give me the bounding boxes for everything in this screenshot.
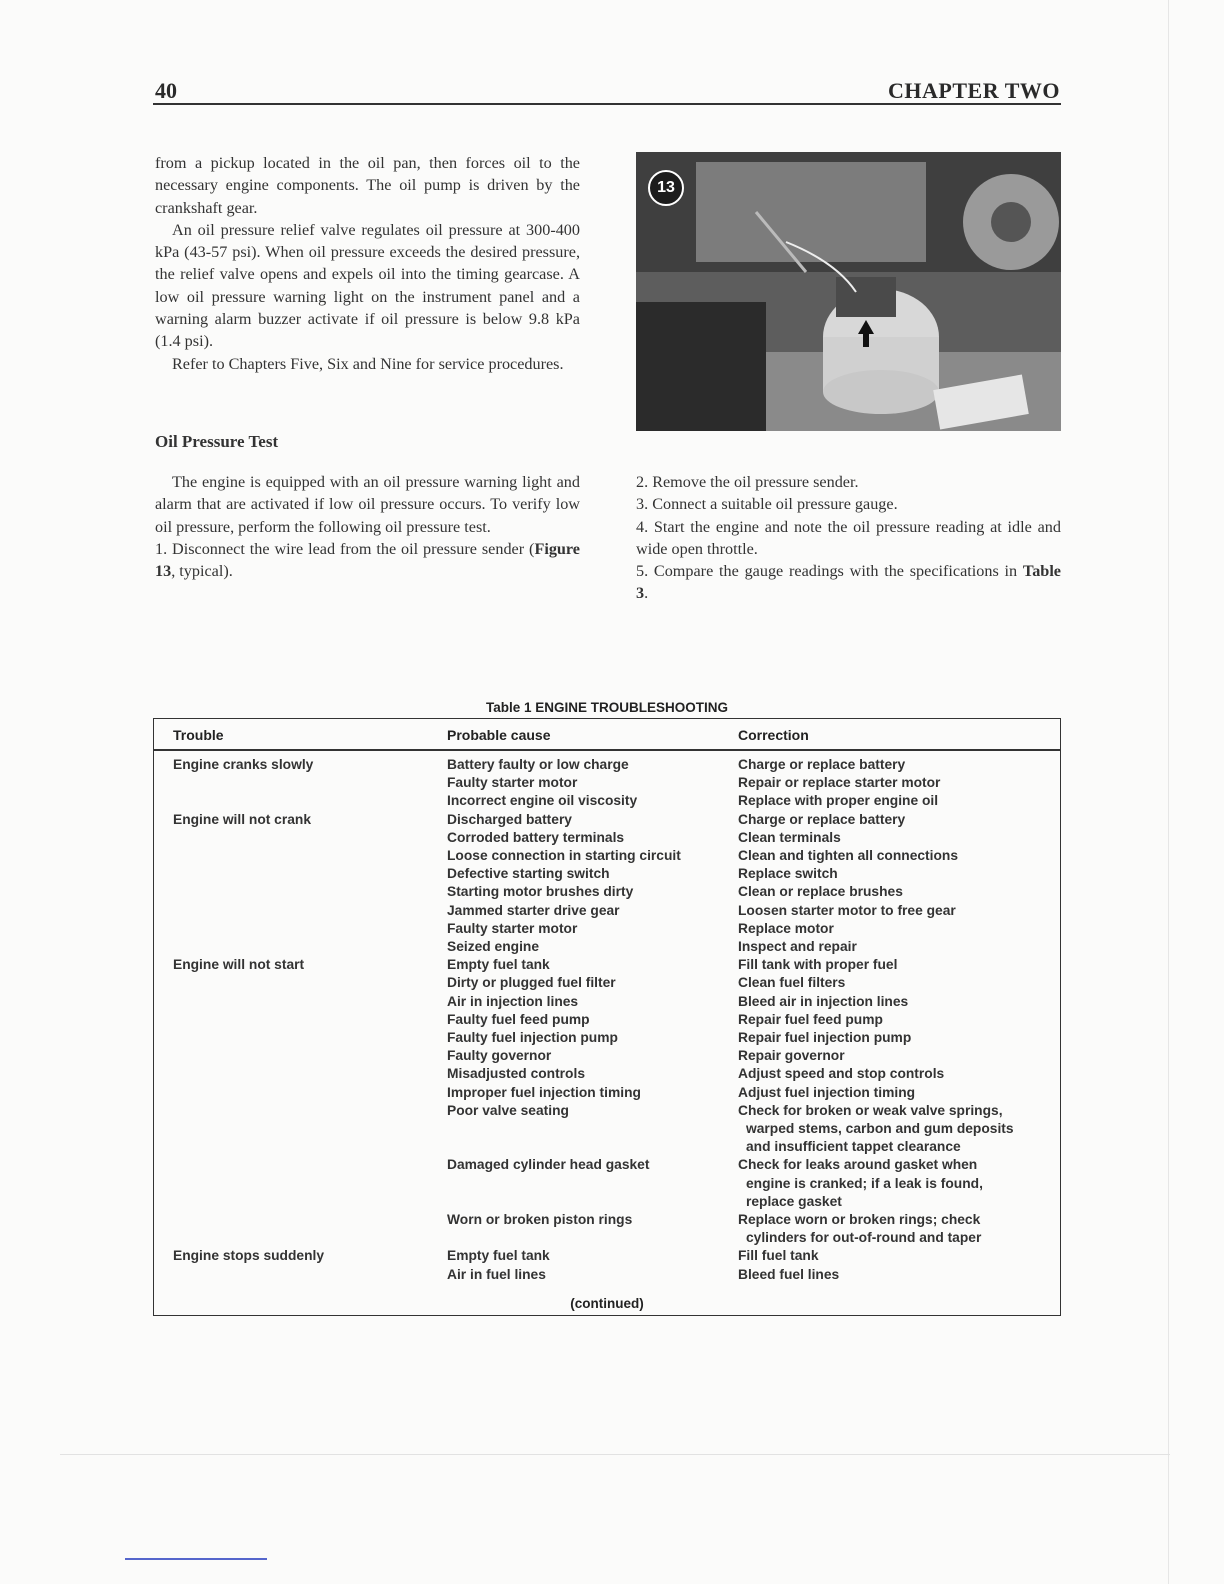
correction-cell: Fill tank with proper fuel xyxy=(738,957,898,973)
table-row xyxy=(154,921,1060,939)
paragraph: The engine is equipped with an oil pressure warning light and alarm that are activated if low oil pressure occurs. To verify low oil pressure, perform the following oil pressure test. xyxy=(155,473,580,536)
table-row xyxy=(154,975,1060,993)
correction-cell: Fill fuel tank xyxy=(738,1248,819,1264)
correction-cell: Check for leaks around gasket when xyxy=(738,1157,978,1173)
correction-cell: Clean and tighten all connections xyxy=(738,848,959,863)
correction-cell: Check for broken or weak valve springs, xyxy=(738,1102,1003,1118)
correction-cell: Repair governor xyxy=(738,1048,845,1064)
cause-cell: Faulty starter motor xyxy=(447,920,578,936)
cause-cell: Faulty starter motor xyxy=(447,775,578,791)
header-rule xyxy=(153,103,1061,105)
correction-cell: Clean terminals xyxy=(738,829,841,845)
cause-cell: Misadjusted controls xyxy=(447,1066,585,1082)
table-row xyxy=(154,1030,1060,1048)
table-row xyxy=(154,1066,1060,1084)
table-row xyxy=(154,1103,1060,1121)
table-row xyxy=(154,939,1060,957)
chapter-title: CHAPTER TWO xyxy=(888,78,1060,103)
scan-shadow-line xyxy=(60,1454,1170,1455)
table-row xyxy=(154,957,1060,975)
engine-photo-illustration xyxy=(636,152,1061,431)
cause-cell: Incorrect engine oil viscosity xyxy=(447,793,638,809)
left-column-top xyxy=(155,152,580,375)
step-3: 3. Connect a suitable oil pressure gauge. xyxy=(636,495,898,514)
table-header-rule xyxy=(154,749,1060,751)
cause-cell: Jammed starter drive gear xyxy=(447,902,620,918)
table-header-trouble: Trouble xyxy=(173,727,224,743)
correction-cell: Repair or replace starter motor xyxy=(738,775,941,791)
trouble-cell: Engine stops suddenly xyxy=(173,1248,325,1264)
correction-cell: Clean fuel filters xyxy=(738,975,846,991)
cause-cell: Air in fuel lines xyxy=(447,1266,546,1282)
right-column-bottom xyxy=(636,471,1061,605)
section-heading: Oil Pressure Test xyxy=(155,432,279,451)
correction-cell: replace gasket xyxy=(746,1193,842,1209)
blue-mark xyxy=(125,1558,267,1560)
cause-cell: Defective starting switch xyxy=(447,866,610,882)
table-row xyxy=(154,830,1060,848)
figure-13-photo xyxy=(636,152,1061,431)
table-row xyxy=(154,793,1060,811)
table-header-correction: Correction xyxy=(738,727,809,743)
table-reference: Table 3 xyxy=(636,562,1061,603)
cause-cell: Damaged cylinder head gasket xyxy=(447,1157,650,1173)
correction-cell: Charge or replace battery xyxy=(738,757,906,772)
correction-cell: warped stems, carbon and gum deposits xyxy=(746,1121,1014,1136)
paragraph: An oil pressure relief valve regulates oil pressure at 300-400 kPa (43-57 psi). When oil pressure exceeds the desired pressure, the relief valve opens and expels oil into the timing gearcase. A low oil pressure warning light on the instrument panel and a warning alarm buzzer activate if oil pressure is below 9.8 kPa (1.4 psi). xyxy=(155,220,580,351)
correction-cell: Bleed air in injection lines xyxy=(738,993,909,1009)
cause-cell: Seized engine xyxy=(447,939,540,954)
table-row xyxy=(154,1085,1060,1103)
table-row xyxy=(154,848,1060,866)
correction-cell: Inspect and repair xyxy=(738,939,857,954)
figure-reference: Figure 13 xyxy=(155,539,580,581)
correction-cell: Replace motor xyxy=(738,920,834,936)
table-row xyxy=(154,775,1060,793)
table-row xyxy=(154,1048,1060,1066)
correction-cell: cylinders for out-of-round and taper xyxy=(746,1230,982,1246)
correction-cell: Replace worn or broken rings; check xyxy=(738,1212,981,1227)
page-number: 40 xyxy=(155,78,177,103)
table-row xyxy=(154,1157,1060,1175)
cause-cell: Empty fuel tank xyxy=(447,1248,550,1264)
table-row xyxy=(154,1194,1060,1212)
cause-cell: Corroded battery terminals xyxy=(447,829,625,845)
cause-cell: Dirty or plugged fuel filter xyxy=(447,975,616,991)
table-row xyxy=(154,1121,1060,1139)
table-row xyxy=(154,866,1060,884)
paragraph: from a pickup located in the oil pan, then forces oil to the necessary engine components. The oil pump is driven by the crankshaft gear. xyxy=(155,154,580,217)
correction-cell: and insufficient tappet clearance xyxy=(746,1139,961,1155)
table-row xyxy=(154,1230,1060,1248)
table-header-cause: Probable cause xyxy=(447,727,551,743)
table-row xyxy=(154,1212,1060,1230)
table-row xyxy=(154,903,1060,921)
table-row xyxy=(154,1012,1060,1030)
cause-cell: Poor valve seating xyxy=(447,1102,569,1118)
cause-cell: Loose connection in starting circuit xyxy=(447,848,681,863)
cause-cell: Empty fuel tank xyxy=(447,957,550,973)
cause-cell: Discharged battery xyxy=(447,811,572,827)
troubleshooting-table xyxy=(153,718,1061,1316)
table-row xyxy=(154,994,1060,1012)
cause-cell: Faulty fuel feed pump xyxy=(447,1011,590,1027)
table-row xyxy=(154,884,1060,902)
figure-number-badge: 13 xyxy=(648,170,684,206)
table-row xyxy=(154,1176,1060,1194)
trouble-cell: Engine cranks slowly xyxy=(173,757,314,772)
correction-cell: Bleed fuel lines xyxy=(738,1266,840,1282)
step-4: 4. Start the engine and note the oil pressure reading at idle and wide open throttle. xyxy=(636,517,1061,558)
paragraph: Refer to Chapters Five, Six and Nine for service procedures. xyxy=(172,354,564,373)
table-row xyxy=(154,1248,1060,1266)
correction-cell: Replace with proper engine oil xyxy=(738,793,939,809)
correction-cell: Charge or replace battery xyxy=(738,811,906,827)
table-continued-note: (continued) xyxy=(570,1296,644,1311)
correction-cell: Repair fuel injection pump xyxy=(738,1030,912,1045)
cause-cell: Faulty governor xyxy=(447,1048,552,1064)
scan-edge xyxy=(1168,0,1169,1584)
table-row xyxy=(154,757,1060,775)
correction-cell: Replace switch xyxy=(738,866,838,882)
cause-cell: Battery faulty or low charge xyxy=(447,757,629,772)
correction-cell: Clean or replace brushes xyxy=(738,884,903,900)
trouble-cell: Engine will not start xyxy=(173,957,305,973)
cause-cell: Air in injection lines xyxy=(447,993,579,1009)
correction-cell: Adjust speed and stop controls xyxy=(738,1066,945,1082)
step-1: 1. Disconnect the wire lead from the oil pressure sender (Figure 13, typical). xyxy=(155,539,580,581)
table-row xyxy=(154,1139,1060,1157)
correction-cell: Loosen starter motor to free gear xyxy=(738,902,956,918)
trouble-cell: Engine will not crank xyxy=(173,811,311,827)
left-column-bottom xyxy=(155,471,580,582)
table-row xyxy=(154,1267,1060,1285)
correction-cell: Adjust fuel injection timing xyxy=(738,1084,916,1100)
table-row xyxy=(154,812,1060,830)
step-5: 5. Compare the gauge readings with the specifications in Table 3. xyxy=(636,562,1061,603)
cause-cell: Worn or broken piston rings xyxy=(447,1212,633,1227)
correction-cell: Repair fuel feed pump xyxy=(738,1011,883,1027)
step-2: 2. Remove the oil pressure sender. xyxy=(636,473,859,491)
correction-cell: engine is cranked; if a leak is found, xyxy=(746,1175,983,1191)
table-title: Table 1 ENGINE TROUBLESHOOTING xyxy=(485,700,729,715)
cause-cell: Improper fuel injection timing xyxy=(447,1084,641,1100)
cause-cell: Starting motor brushes dirty xyxy=(447,884,634,900)
cause-cell: Faulty fuel injection pump xyxy=(447,1030,618,1045)
